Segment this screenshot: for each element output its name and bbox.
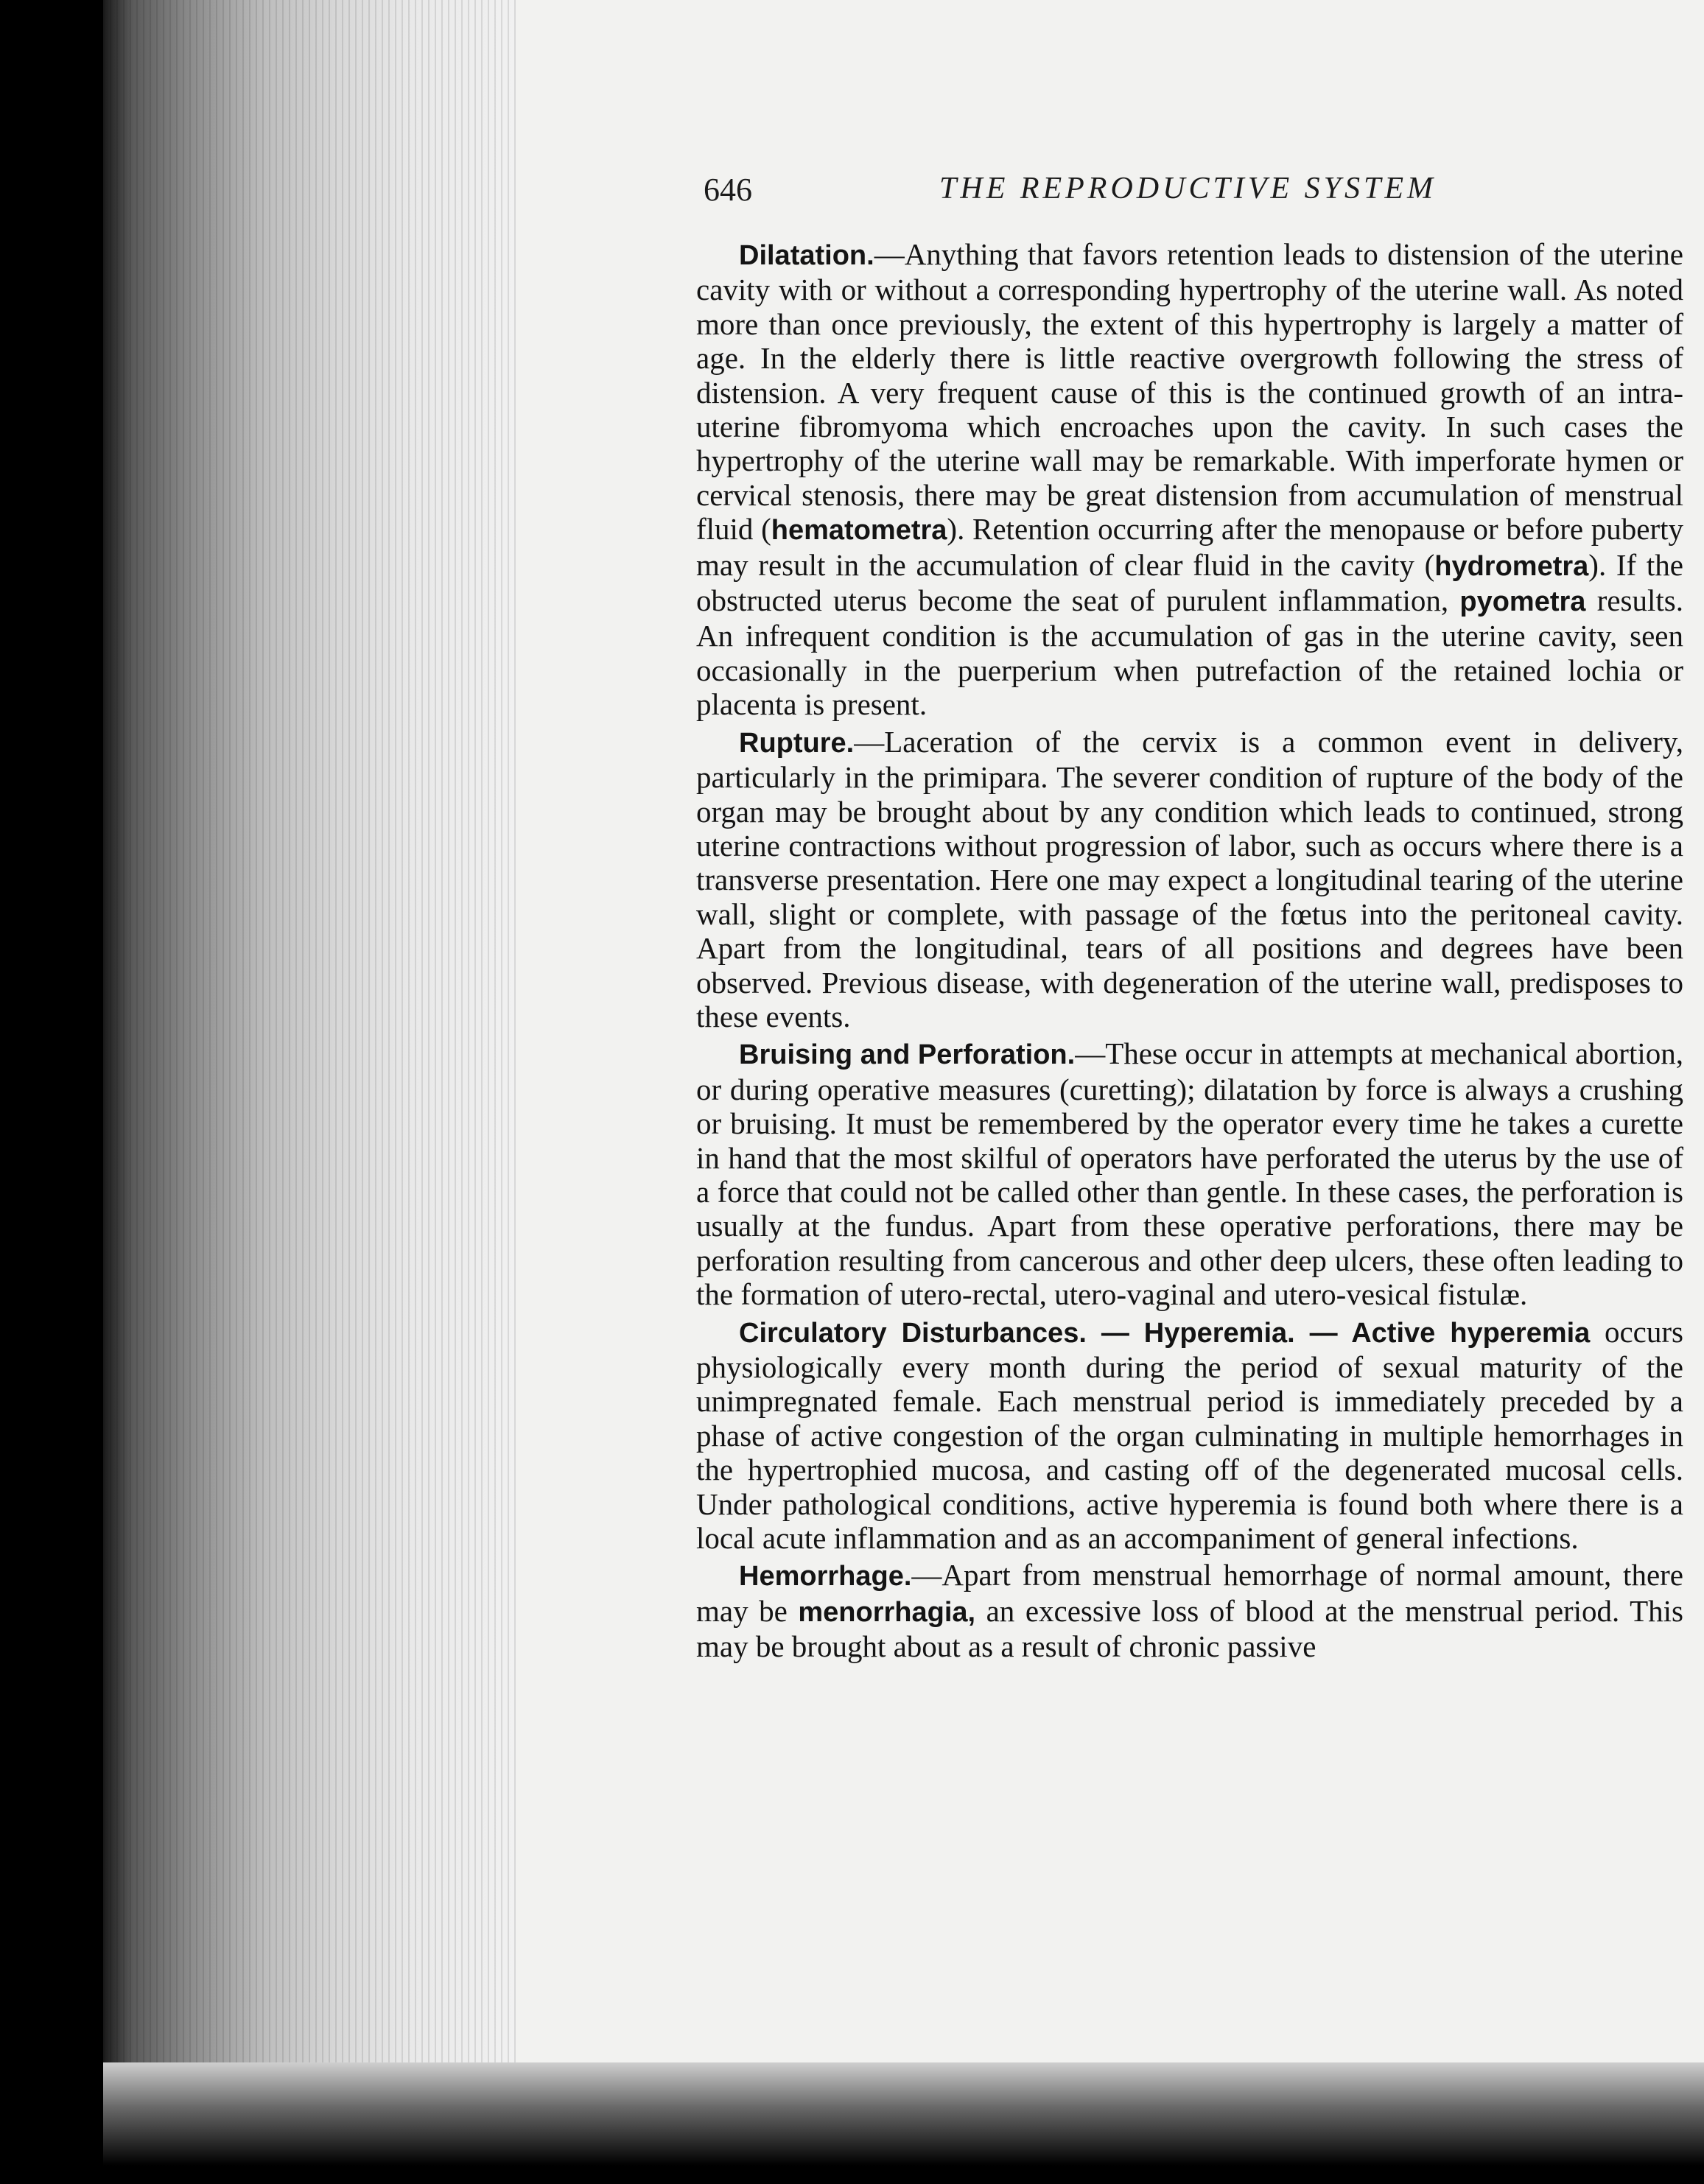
- page-edges: [103, 0, 516, 2136]
- text-run: —Apart from menstrual hemorrhage of normal amount, there may be: [696, 1558, 1683, 1628]
- text-run: an excessive loss of blood at the menstrual period. This may be brought about as a result of chronic passive: [696, 1593, 1683, 1664]
- paragraph-dilatation: [696, 237, 1683, 722]
- heading-bruising-perforation: Bruising and Perforation.: [739, 1039, 1076, 1071]
- paragraph-circulatory-disturbances: [696, 1315, 1683, 1556]
- text-run: —Anything that favors retention leads to distension of the uterine cavity with or without a corresponding hypertrophy of the uterine wall. As noted more than once previously, the extent of this hypertrophy is largely a matter of age. In the elderly there is little reactive overgrowth following the stress of distension. A very frequent cause of this is the continued growth of an intra-uterine fibromyoma which encroaches upon the cavity. In such cases the hypertrophy of the uterine wall may be remarkable. With imperforate hymen or cervical stenosis, there may be great distension from accumulation of menstrual fluid (: [696, 237, 1683, 547]
- page-number: 646: [704, 172, 752, 208]
- term-hydrometra: hydrometra: [1434, 550, 1589, 582]
- text-run: ). Retention occurring after the menopause or before puberty may result in the accumulation of clear fluid in the cavity (: [696, 512, 1683, 582]
- heading-dilatation: Dilatation.: [739, 240, 874, 271]
- running-title: THE REPRODUCTIVE SYSTEM: [939, 172, 1437, 206]
- text-run: occurs physiologically every month during the period of sexual maturity of the unimpregnated female. Each menstrual period is immediately preceded by a phase of active congestion of the organ culminating in multiple hemorrhages in the hypertrophied mucosa, and casting off of the degenerated mucosal cells. Under pathological conditions, active hyperemia is found both where there is a local acute inflammation and as an accompaniment of general infections.: [696, 1314, 1683, 1556]
- text-run: —Laceration of the cervix is a common event in delivery, particularly in the primipara. The severer condition of rupture of the body of the organ may be brought about by any condition which leads to continued, strong uterine contractions without progression of labor, such as occurs where there is a transverse presentation. Here one may expect a longitudinal tearing of the uterine wall, slight or complete, with passage of the fœtus into the peritoneal cavity. Apart from the longitudinal, tears of all positions and degrees have been observed. Previous disease, with degeneration of the uterine wall, predisposes to these events.: [696, 724, 1683, 1033]
- term-pyometra: pyometra: [1459, 586, 1586, 618]
- text-run: —These occur in attempts at mechanical abortion, or during operative measures (curetting); dilatation by force is always a crushing or bruising. It must be remembered by the operator every time he takes a curette in hand that the most skilful of operators have perforated the uterus by the use of a force that could not be called other than gentle. In these cases, the perforation is usually at the fundus. Apart from these operative perforations, there may be perforation resulting from cancerous and other deep ulcers, these often leading to the formation of utero-rectal, utero-vaginal and utero-vesical fistulæ.: [696, 1036, 1683, 1312]
- heading-circulatory-disturbances: Circulatory Disturbances. — Hyperemia. — Active hyperemia: [739, 1317, 1591, 1349]
- paragraph-hemorrhage: [696, 1558, 1683, 1663]
- page-bottom-shadow: [103, 2062, 1704, 2184]
- text-run: ). If the obstructed uterus become the seat of purulent inflammation,: [696, 547, 1683, 618]
- term-menorrhagia: menorrhagia,: [798, 1596, 976, 1628]
- heading-rupture: Rupture.: [739, 727, 855, 759]
- text-body: [696, 237, 1683, 1667]
- paragraph-rupture: [696, 725, 1683, 1034]
- running-head: [704, 171, 1704, 215]
- text-run: results. An infrequent condition is the accumulation of gas in the uterine cavity, seen occasionally in the puerperium when putrefaction of the retained lochia or placenta is present.: [696, 583, 1683, 722]
- term-hematometra: hematometra: [771, 515, 947, 547]
- paragraph-bruising-perforation: [696, 1036, 1683, 1311]
- heading-hemorrhage: Hemorrhage.: [739, 1561, 912, 1593]
